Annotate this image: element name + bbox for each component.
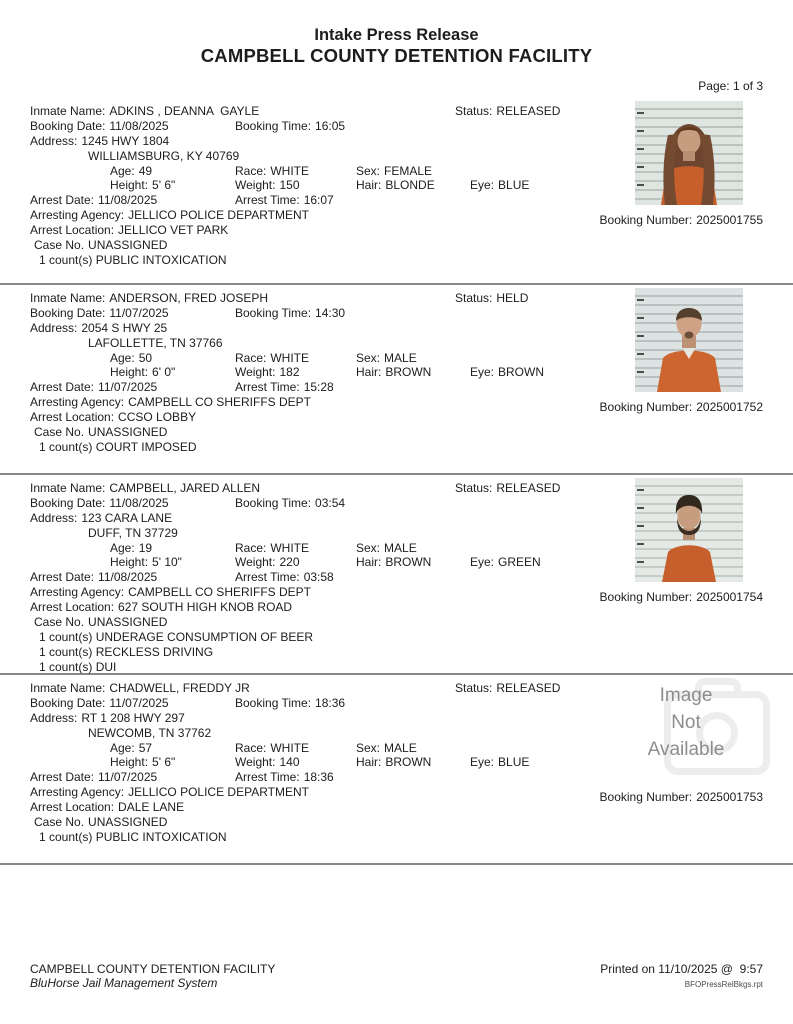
race-field [235, 741, 309, 756]
height-value: 6' 0" [152, 365, 176, 380]
arrest-time-field [235, 193, 334, 208]
arrest-location-field [30, 800, 184, 815]
eye-label: Eye: [470, 365, 495, 379]
hair-field [356, 555, 431, 570]
age-field [110, 351, 152, 366]
arrest-time-value: 16:07 [303, 193, 334, 208]
eye-value: BLUE [498, 178, 530, 192]
arrest-location-line [30, 410, 460, 425]
status-label: Status: [455, 291, 493, 305]
booking-time-field [235, 696, 345, 711]
image-not-available-placeholder [602, 675, 782, 795]
eye-field [470, 555, 541, 569]
booking-line [30, 496, 460, 511]
inmate-name-value: CAMPBELL, JARED ALLEN [109, 481, 261, 495]
inmate-name-label: Inmate Name: [30, 681, 106, 695]
weight-label: Weight: [235, 755, 276, 770]
weight-label: Weight: [235, 555, 276, 570]
booking-time-label: Booking Time: [235, 495, 312, 510]
age-value: 50 [138, 350, 153, 365]
address-field [30, 511, 172, 526]
case-no-value: UNASSIGNED [88, 615, 168, 630]
arrest-location-label: Arrest Location: [30, 600, 115, 615]
weight-value: 150 [279, 178, 300, 193]
booking-date-field [30, 306, 169, 321]
eye-value: GREEN [498, 555, 541, 569]
case-no-value: UNASSIGNED [88, 238, 168, 253]
status-field [455, 481, 560, 495]
sex-value: MALE [384, 350, 417, 365]
physical-line [30, 755, 460, 770]
inmate-name-line [30, 481, 460, 496]
record-details [30, 104, 460, 268]
weight-label: Weight: [235, 178, 276, 193]
arresting-agency-value: CAMPBELL CO SHERIFFS DEPT [128, 585, 311, 600]
arrest-location-label: Arrest Location: [30, 410, 115, 425]
arrest-location-field [30, 223, 228, 238]
age-label: Age: [110, 350, 135, 365]
booking-time-label: Booking Time: [235, 118, 312, 133]
arrest-time-value: 03:58 [303, 570, 334, 585]
footer-report-name: BFOPressRelBkgs.rpt [684, 980, 763, 989]
status-value: RELEASED [496, 681, 561, 695]
inmate-name-label: Inmate Name: [30, 481, 106, 495]
arrest-date-label: Arrest Date: [30, 193, 95, 208]
mugshot-illustration [635, 478, 743, 582]
charge-line: 1 count(s) PUBLIC INTOXICATION [39, 252, 227, 267]
sex-label: Sex: [356, 540, 381, 555]
inmate-name-line [30, 681, 460, 696]
address-value: 2054 S HWY 25 [81, 320, 168, 335]
arresting-agency-line [30, 208, 460, 223]
address-field [30, 711, 185, 726]
age-value: 19 [138, 540, 153, 555]
booking-number-value: 2025001752 [696, 400, 763, 414]
sex-field [356, 741, 417, 756]
eye-label: Eye: [470, 555, 495, 569]
race-value: WHITE [270, 740, 310, 755]
status-label: Status: [455, 481, 493, 495]
hair-value: BROWN [385, 365, 432, 380]
hair-field [356, 365, 431, 380]
booking-line [30, 306, 460, 321]
demographics-line [30, 741, 460, 756]
case-no-label: Case No. [34, 615, 85, 630]
arrest-line [30, 770, 460, 785]
booking-number-field [600, 400, 763, 414]
address-city-value: NEWCOMB, TN 37762 [88, 725, 212, 740]
inmate-name-field [30, 291, 268, 306]
footer-system-name: BluHorse Jail Management System [30, 976, 218, 990]
hair-label: Hair: [356, 178, 382, 193]
address-label: Address: [30, 710, 78, 725]
mugshot-photo [635, 101, 743, 205]
booking-number-label: Booking Number: [599, 790, 693, 804]
arresting-agency-value: JELLICO POLICE DEPARTMENT [128, 208, 309, 223]
record-details [30, 481, 460, 675]
eye-value: BROWN [498, 365, 545, 379]
height-label: Height: [110, 365, 149, 380]
booking-date-value: 11/08/2025 [109, 495, 169, 510]
page-title: Intake Press Release [314, 26, 479, 44]
height-label: Height: [110, 178, 149, 193]
weight-value: 140 [279, 755, 300, 770]
age-label: Age: [110, 163, 135, 178]
arrest-date-value: 11/08/2025 [98, 193, 158, 208]
inmate-record [0, 475, 793, 675]
weight-field [235, 365, 300, 380]
status-label: Status: [455, 104, 493, 118]
age-field [110, 741, 152, 756]
arrest-time-label: Arrest Time: [235, 193, 300, 208]
status-field [455, 291, 528, 305]
weight-label: Weight: [235, 365, 276, 380]
arrest-location-label: Arrest Location: [30, 800, 115, 815]
arrest-date-field [30, 193, 157, 208]
demographics-line [30, 164, 460, 179]
address-city-value: DUFF, TN 37729 [88, 525, 178, 540]
placeholder-line: Not [671, 712, 701, 733]
facility-title: CAMPBELL COUNTY DETENTION FACILITY [200, 45, 593, 66]
booking-time-value: 03:54 [315, 495, 346, 510]
height-field [110, 178, 175, 193]
address-line [30, 321, 460, 336]
height-field [110, 365, 175, 380]
booking-date-field [30, 119, 169, 134]
case-line [30, 615, 460, 630]
arresting-agency-label: Arresting Agency: [30, 785, 125, 800]
eye-value: BLUE [498, 755, 530, 769]
booking-number-label: Booking Number: [599, 400, 693, 414]
address-field [30, 321, 167, 336]
race-label: Race: [235, 163, 267, 178]
arresting-agency-value: CAMPBELL CO SHERIFFS DEPT [128, 395, 311, 410]
status-field [455, 104, 560, 118]
booking-time-label: Booking Time: [235, 305, 312, 320]
arrest-date-value: 11/07/2025 [98, 770, 158, 785]
arresting-agency-field [30, 395, 311, 410]
inmate-name-label: Inmate Name: [30, 104, 106, 118]
case-line [30, 815, 460, 830]
address-line [30, 134, 460, 149]
inmate-record [0, 675, 793, 865]
address-field [30, 134, 169, 149]
arrest-time-field [235, 570, 334, 585]
race-label: Race: [235, 350, 267, 365]
footer-facility-block [30, 962, 275, 990]
sex-label: Sex: [356, 163, 381, 178]
arresting-agency-label: Arresting Agency: [30, 395, 125, 410]
arrest-date-value: 11/08/2025 [98, 570, 158, 585]
arrest-location-value: JELLICO VET PARK [118, 223, 229, 238]
demographics-line [30, 351, 460, 366]
placeholder-line: Available [647, 739, 725, 760]
inmate-record [0, 285, 793, 475]
arrest-date-label: Arrest Date: [30, 570, 95, 585]
case-no-value: UNASSIGNED [88, 425, 168, 440]
arresting-agency-field [30, 585, 311, 600]
arrest-date-label: Arrest Date: [30, 380, 95, 395]
physical-line [30, 178, 460, 193]
arrest-location-line [30, 223, 460, 238]
address-line [30, 511, 460, 526]
booking-number-value: 2025001753 [696, 790, 763, 804]
weight-value: 220 [279, 555, 300, 570]
case-line [30, 238, 460, 253]
address-label: Address: [30, 133, 78, 148]
charge-line: 1 count(s) DUI [39, 659, 117, 674]
sex-field [356, 164, 432, 179]
arrest-time-value: 15:28 [303, 380, 334, 395]
booking-time-value: 18:36 [315, 695, 346, 710]
charge-line: 1 count(s) RECKLESS DRIVING [39, 644, 214, 659]
charge-line: 1 count(s) UNDERAGE CONSUMPTION OF BEER [39, 629, 314, 644]
booking-date-label: Booking Date: [30, 495, 106, 510]
inmate-name-field [30, 481, 260, 496]
eye-field [470, 755, 529, 769]
booking-time-value: 14:30 [315, 305, 346, 320]
status-value: RELEASED [496, 104, 561, 118]
address-city-line [30, 726, 460, 741]
race-field [235, 351, 309, 366]
address-label: Address: [30, 320, 78, 335]
arresting-agency-value: JELLICO POLICE DEPARTMENT [128, 785, 309, 800]
arrest-time-field [235, 380, 334, 395]
age-label: Age: [110, 740, 135, 755]
arrest-date-field [30, 380, 157, 395]
inmate-name-value: ADKINS , DEANNA GAYLE [109, 104, 260, 118]
status-field [455, 681, 560, 695]
sex-value: FEMALE [384, 163, 433, 178]
weight-field [235, 178, 300, 193]
arrest-line [30, 380, 460, 395]
booking-number-value: 2025001755 [696, 213, 763, 227]
charge-line: 1 count(s) COURT IMPOSED [39, 439, 197, 454]
height-label: Height: [110, 555, 149, 570]
eye-field [470, 365, 544, 379]
case-no-value: UNASSIGNED [88, 815, 168, 830]
height-value: 5' 10" [152, 555, 182, 570]
booking-time-field [235, 119, 345, 134]
case-no-label: Case No. [34, 425, 85, 440]
sex-value: MALE [384, 740, 417, 755]
inmate-name-label: Inmate Name: [30, 291, 106, 305]
case-line [30, 425, 460, 440]
booking-date-field [30, 496, 169, 511]
inmate-record [0, 98, 793, 285]
height-field [110, 555, 182, 570]
age-field [110, 541, 152, 556]
mugshot-illustration [635, 288, 743, 392]
address-city-line [30, 149, 460, 164]
booking-time-value: 16:05 [315, 118, 346, 133]
arresting-agency-label: Arresting Agency: [30, 208, 125, 223]
arrest-time-label: Arrest Time: [235, 570, 300, 585]
booking-time-label: Booking Time: [235, 695, 312, 710]
booking-number-value: 2025001754 [696, 590, 763, 604]
sex-value: MALE [384, 540, 417, 555]
booking-date-value: 11/07/2025 [109, 305, 169, 320]
arrest-location-value: CCSO LOBBY [118, 410, 197, 425]
eye-field [470, 178, 529, 192]
arrest-date-value: 11/07/2025 [98, 380, 158, 395]
eye-label: Eye: [470, 755, 495, 769]
sex-label: Sex: [356, 740, 381, 755]
race-value: WHITE [270, 163, 310, 178]
booking-line [30, 119, 460, 134]
sex-field [356, 541, 417, 556]
arrest-time-field [235, 770, 334, 785]
booking-date-value: 11/07/2025 [109, 695, 169, 710]
physical-line [30, 365, 460, 380]
sex-label: Sex: [356, 350, 381, 365]
booking-date-value: 11/08/2025 [109, 118, 169, 133]
status-value: RELEASED [496, 481, 561, 495]
race-field [235, 541, 309, 556]
mugshot-photo [635, 478, 743, 582]
demographics-line [30, 541, 460, 556]
hair-label: Hair: [356, 755, 382, 770]
inmate-name-value: CHADWELL, FREDDY JR [109, 681, 250, 695]
footer-facility: CAMPBELL COUNTY DETENTION FACILITY [30, 962, 276, 976]
age-label: Age: [110, 540, 135, 555]
booking-time-field [235, 496, 345, 511]
case-no-label: Case No. [34, 238, 85, 253]
arrest-time-value: 18:36 [303, 770, 334, 785]
address-label: Address: [30, 510, 78, 525]
footer-print-block [596, 962, 763, 989]
mugshot-photo [635, 288, 743, 392]
arresting-agency-field [30, 785, 309, 800]
image-not-available-text [602, 682, 770, 763]
arrest-location-value: 627 SOUTH HIGH KNOB ROAD [118, 600, 293, 615]
age-value: 57 [138, 740, 153, 755]
arresting-agency-line [30, 785, 460, 800]
address-city-line [30, 526, 460, 541]
inmate-name-field [30, 104, 259, 119]
case-no-label: Case No. [34, 815, 85, 830]
hair-label: Hair: [356, 365, 382, 380]
arrest-line [30, 193, 460, 208]
charge-line: 1 count(s) PUBLIC INTOXICATION [39, 829, 227, 844]
arrest-time-label: Arrest Time: [235, 380, 300, 395]
weight-field [235, 755, 300, 770]
race-field [235, 164, 309, 179]
booking-number-label: Booking Number: [599, 590, 693, 604]
arresting-agency-label: Arresting Agency: [30, 585, 125, 600]
arresting-agency-field [30, 208, 309, 223]
booking-date-label: Booking Date: [30, 695, 106, 710]
address-city-value: LAFOLLETTE, TN 37766 [88, 335, 223, 350]
hair-field [356, 178, 435, 193]
address-city-value: WILLIAMSBURG, KY 40769 [88, 148, 240, 163]
booking-number-field [600, 790, 763, 804]
page-number: Page: 1 of 3 [698, 79, 763, 93]
arrest-location-line [30, 600, 460, 615]
booking-date-label: Booking Date: [30, 118, 106, 133]
arrest-location-field [30, 410, 196, 425]
placeholder-line: Image [659, 685, 713, 706]
booking-number-label: Booking Number: [599, 213, 693, 227]
inmate-name-value: ANDERSON, FRED JOSEPH [109, 291, 269, 305]
weight-field [235, 555, 300, 570]
booking-number-field [600, 213, 763, 227]
booking-time-field [235, 306, 345, 321]
status-label: Status: [455, 681, 493, 695]
inmate-name-field [30, 681, 250, 696]
age-value: 49 [138, 163, 153, 178]
arrest-location-value: DALE LANE [118, 800, 185, 815]
eye-label: Eye: [470, 178, 495, 192]
age-field [110, 164, 152, 179]
booking-date-field [30, 696, 169, 711]
record-details [30, 291, 460, 455]
arrest-location-line [30, 800, 460, 815]
hair-value: BLONDE [385, 178, 435, 193]
physical-line [30, 555, 460, 570]
arrest-date-field [30, 770, 157, 785]
address-value: 123 CARA LANE [81, 510, 173, 525]
status-value: HELD [496, 291, 529, 305]
arrest-line [30, 570, 460, 585]
arresting-agency-line [30, 585, 460, 600]
arrest-location-field [30, 600, 292, 615]
address-city-line [30, 336, 460, 351]
booking-number-field [600, 590, 763, 604]
inmate-name-line [30, 104, 460, 119]
booking-line [30, 696, 460, 711]
race-label: Race: [235, 540, 267, 555]
booking-date-label: Booking Date: [30, 305, 106, 320]
address-value: RT 1 208 HWY 297 [81, 710, 185, 725]
arrest-date-field [30, 570, 157, 585]
sex-field [356, 351, 417, 366]
hair-label: Hair: [356, 555, 382, 570]
race-value: WHITE [270, 350, 310, 365]
mugshot-illustration [635, 101, 743, 205]
hair-value: BROWN [385, 755, 432, 770]
record-details [30, 681, 460, 845]
address-line [30, 711, 460, 726]
arrest-location-label: Arrest Location: [30, 223, 115, 238]
weight-value: 182 [279, 365, 300, 380]
arrest-date-label: Arrest Date: [30, 770, 95, 785]
race-value: WHITE [270, 540, 310, 555]
arrest-time-label: Arrest Time: [235, 770, 300, 785]
height-label: Height: [110, 755, 149, 770]
height-value: 5' 6" [152, 178, 176, 193]
inmate-name-line [30, 291, 460, 306]
height-value: 5' 6" [152, 755, 176, 770]
height-field [110, 755, 175, 770]
hair-value: BROWN [385, 555, 432, 570]
race-label: Race: [235, 740, 267, 755]
arresting-agency-line [30, 395, 460, 410]
address-value: 1245 HWY 1804 [81, 133, 170, 148]
hair-field [356, 755, 431, 770]
footer-printed-timestamp: Printed on 11/10/2025 @ 9:57 [600, 962, 763, 976]
